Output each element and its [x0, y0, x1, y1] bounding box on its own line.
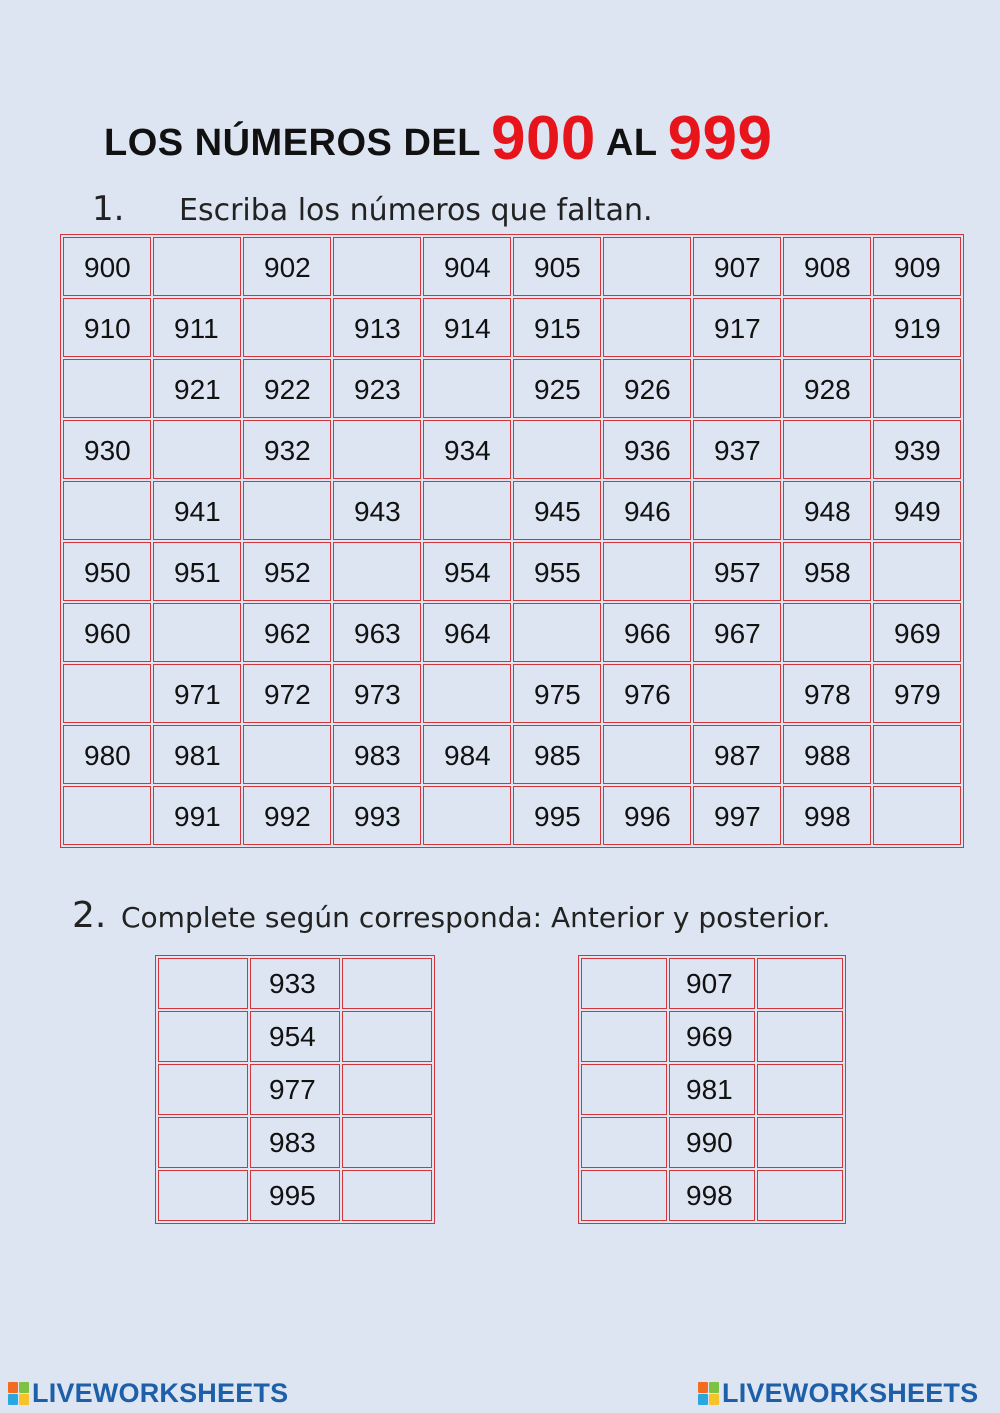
grid-cell: 907: [693, 237, 781, 296]
grid-cell-blank[interactable]: [243, 725, 331, 784]
grid-cell-blank[interactable]: [63, 786, 151, 845]
anterior-blank[interactable]: [581, 1011, 667, 1062]
grid-cell-blank[interactable]: [873, 542, 961, 601]
comp-row: [581, 1117, 843, 1168]
grid-cell: 934: [423, 420, 511, 479]
grid-cell: 915: [513, 298, 601, 357]
grid-cell-blank[interactable]: [873, 359, 961, 418]
title-number-end: 999: [667, 104, 773, 173]
grid-row: [63, 725, 961, 784]
grid-cell: 958: [783, 542, 871, 601]
exercise-2-instruction: [72, 895, 831, 936]
grid-cell: 917: [693, 298, 781, 357]
grid-cell: 921: [153, 359, 241, 418]
grid-cell: 900: [63, 237, 151, 296]
grid-cell: 995: [513, 786, 601, 845]
posterior-blank[interactable]: [342, 1064, 432, 1115]
grid-cell: 949: [873, 481, 961, 540]
grid-cell: 913: [333, 298, 421, 357]
grid-cell: 972: [243, 664, 331, 723]
grid-row: [63, 359, 961, 418]
comp-row: [158, 958, 432, 1009]
grid-cell: 950: [63, 542, 151, 601]
grid-row: [63, 786, 961, 845]
grid-cell: 954: [423, 542, 511, 601]
grid-cell: 902: [243, 237, 331, 296]
grid-cell: 979: [873, 664, 961, 723]
brand-name: LIVEWORKSHEETS: [722, 1378, 979, 1408]
posterior-blank[interactable]: [342, 1170, 432, 1221]
posterior-blank[interactable]: [757, 958, 843, 1009]
posterior-blank[interactable]: [342, 958, 432, 1009]
given-number: 983: [250, 1117, 340, 1168]
grid-cell: 910: [63, 298, 151, 357]
grid-cell-blank[interactable]: [783, 420, 871, 479]
grid-cell-blank[interactable]: [423, 359, 511, 418]
posterior-blank[interactable]: [757, 1064, 843, 1115]
grid-cell-blank[interactable]: [423, 481, 511, 540]
anterior-posterior-table-right: [578, 955, 846, 1224]
grid-cell: 908: [783, 237, 871, 296]
grid-cell-blank[interactable]: [603, 725, 691, 784]
grid-cell-blank[interactable]: [63, 359, 151, 418]
comp-row: [158, 1064, 432, 1115]
posterior-blank[interactable]: [757, 1170, 843, 1221]
grid-cell: 998: [783, 786, 871, 845]
grid-row: [63, 298, 961, 357]
given-number: 995: [250, 1170, 340, 1221]
grid-cell: 997: [693, 786, 781, 845]
anterior-blank[interactable]: [581, 1064, 667, 1115]
grid-cell: 919: [873, 298, 961, 357]
brand-name: LIVEWORKSHEETS: [32, 1378, 289, 1408]
grid-cell: 928: [783, 359, 871, 418]
grid-cell: 992: [243, 786, 331, 845]
number-grid: [60, 234, 964, 848]
grid-cell-blank[interactable]: [603, 298, 691, 357]
grid-cell: 980: [63, 725, 151, 784]
grid-cell: 983: [333, 725, 421, 784]
grid-cell: 964: [423, 603, 511, 662]
grid-cell: 948: [783, 481, 871, 540]
title-number-start: 900: [490, 104, 596, 173]
liveworksheets-logo-icon: [8, 1382, 29, 1405]
grid-cell: 985: [513, 725, 601, 784]
grid-row: [63, 237, 961, 296]
grid-cell: 960: [63, 603, 151, 662]
page-title: [104, 104, 773, 173]
grid-cell-blank[interactable]: [63, 481, 151, 540]
grid-cell: 909: [873, 237, 961, 296]
exercise-1-text: Escriba los números que faltan.: [179, 193, 653, 228]
grid-cell: 976: [603, 664, 691, 723]
grid-cell: 971: [153, 664, 241, 723]
grid-cell-blank[interactable]: [333, 420, 421, 479]
grid-row: [63, 603, 961, 662]
comp-row: [581, 958, 843, 1009]
grid-cell-blank[interactable]: [243, 481, 331, 540]
given-number: 977: [250, 1064, 340, 1115]
grid-cell: 984: [423, 725, 511, 784]
grid-cell: 937: [693, 420, 781, 479]
posterior-blank[interactable]: [342, 1117, 432, 1168]
anterior-blank[interactable]: [581, 958, 667, 1009]
given-number: 990: [669, 1117, 755, 1168]
given-number: 969: [669, 1011, 755, 1062]
grid-cell: 963: [333, 603, 421, 662]
brand-footer-right: [698, 1380, 978, 1407]
grid-cell: 946: [603, 481, 691, 540]
anterior-posterior-table-left: [155, 955, 435, 1224]
grid-cell: 926: [603, 359, 691, 418]
grid-cell: 911: [153, 298, 241, 357]
grid-cell-blank[interactable]: [603, 542, 691, 601]
grid-cell-blank[interactable]: [423, 786, 511, 845]
given-number: 907: [669, 958, 755, 1009]
grid-cell: 939: [873, 420, 961, 479]
posterior-blank[interactable]: [342, 1011, 432, 1062]
grid-cell: 922: [243, 359, 331, 418]
grid-cell-blank[interactable]: [153, 603, 241, 662]
posterior-blank[interactable]: [757, 1117, 843, 1168]
given-number: 981: [669, 1064, 755, 1115]
given-number: 933: [250, 958, 340, 1009]
grid-cell: 943: [333, 481, 421, 540]
title-prefix: LOS NÚMEROS DEL: [104, 122, 481, 164]
grid-cell: 936: [603, 420, 691, 479]
grid-cell-blank[interactable]: [333, 237, 421, 296]
grid-cell: 925: [513, 359, 601, 418]
anterior-blank[interactable]: [158, 1064, 248, 1115]
grid-cell: 988: [783, 725, 871, 784]
grid-cell: 987: [693, 725, 781, 784]
comp-row: [158, 1170, 432, 1221]
grid-cell-blank[interactable]: [693, 481, 781, 540]
grid-cell: 981: [153, 725, 241, 784]
grid-cell: 957: [693, 542, 781, 601]
grid-cell: 969: [873, 603, 961, 662]
grid-cell: 914: [423, 298, 511, 357]
comp-row: [581, 1064, 843, 1115]
grid-cell: 955: [513, 542, 601, 601]
anterior-blank[interactable]: [158, 958, 248, 1009]
exercise-1-number: 1.: [92, 189, 125, 229]
grid-cell-blank[interactable]: [693, 664, 781, 723]
grid-row: [63, 664, 961, 723]
grid-cell: 951: [153, 542, 241, 601]
grid-row: [63, 481, 961, 540]
exercise-1-instruction: [92, 189, 653, 229]
grid-cell-blank[interactable]: [873, 725, 961, 784]
grid-cell-blank[interactable]: [513, 603, 601, 662]
title-middle: AL: [605, 122, 658, 164]
grid-cell-blank[interactable]: [783, 298, 871, 357]
grid-cell-blank[interactable]: [63, 664, 151, 723]
grid-cell: 993: [333, 786, 421, 845]
comp-row: [581, 1011, 843, 1062]
grid-cell: 930: [63, 420, 151, 479]
grid-cell-blank[interactable]: [513, 420, 601, 479]
anterior-blank[interactable]: [581, 1170, 667, 1221]
grid-cell: 923: [333, 359, 421, 418]
given-number: 998: [669, 1170, 755, 1221]
comp-row: [581, 1170, 843, 1221]
grid-cell-blank[interactable]: [153, 237, 241, 296]
grid-cell-blank[interactable]: [873, 786, 961, 845]
grid-cell: 952: [243, 542, 331, 601]
anterior-blank[interactable]: [158, 1117, 248, 1168]
grid-cell-blank[interactable]: [333, 542, 421, 601]
grid-cell-blank[interactable]: [783, 603, 871, 662]
grid-cell-blank[interactable]: [423, 664, 511, 723]
grid-cell: 996: [603, 786, 691, 845]
grid-cell: 967: [693, 603, 781, 662]
grid-cell-blank[interactable]: [153, 420, 241, 479]
grid-cell: 973: [333, 664, 421, 723]
given-number: 954: [250, 1011, 340, 1062]
exercise-2-number: 2.: [72, 895, 107, 936]
comp-row: [158, 1117, 432, 1168]
grid-cell: 975: [513, 664, 601, 723]
grid-cell: 991: [153, 786, 241, 845]
anterior-blank[interactable]: [158, 1011, 248, 1062]
grid-row: [63, 542, 961, 601]
liveworksheets-logo-icon: [698, 1382, 719, 1405]
grid-cell: 966: [603, 603, 691, 662]
anterior-blank[interactable]: [581, 1117, 667, 1168]
posterior-blank[interactable]: [757, 1011, 843, 1062]
grid-cell: 962: [243, 603, 331, 662]
exercise-2-text: Complete según corresponda: Anterior y posterior.: [121, 901, 831, 934]
grid-cell: 941: [153, 481, 241, 540]
grid-cell-blank[interactable]: [603, 237, 691, 296]
grid-row: [63, 420, 961, 479]
grid-cell-blank[interactable]: [243, 298, 331, 357]
grid-cell: 978: [783, 664, 871, 723]
grid-cell-blank[interactable]: [693, 359, 781, 418]
grid-cell: 932: [243, 420, 331, 479]
grid-cell: 945: [513, 481, 601, 540]
comp-row: [158, 1011, 432, 1062]
grid-cell: 904: [423, 237, 511, 296]
grid-cell: 905: [513, 237, 601, 296]
brand-footer-left: [8, 1380, 288, 1407]
anterior-blank[interactable]: [158, 1170, 248, 1221]
